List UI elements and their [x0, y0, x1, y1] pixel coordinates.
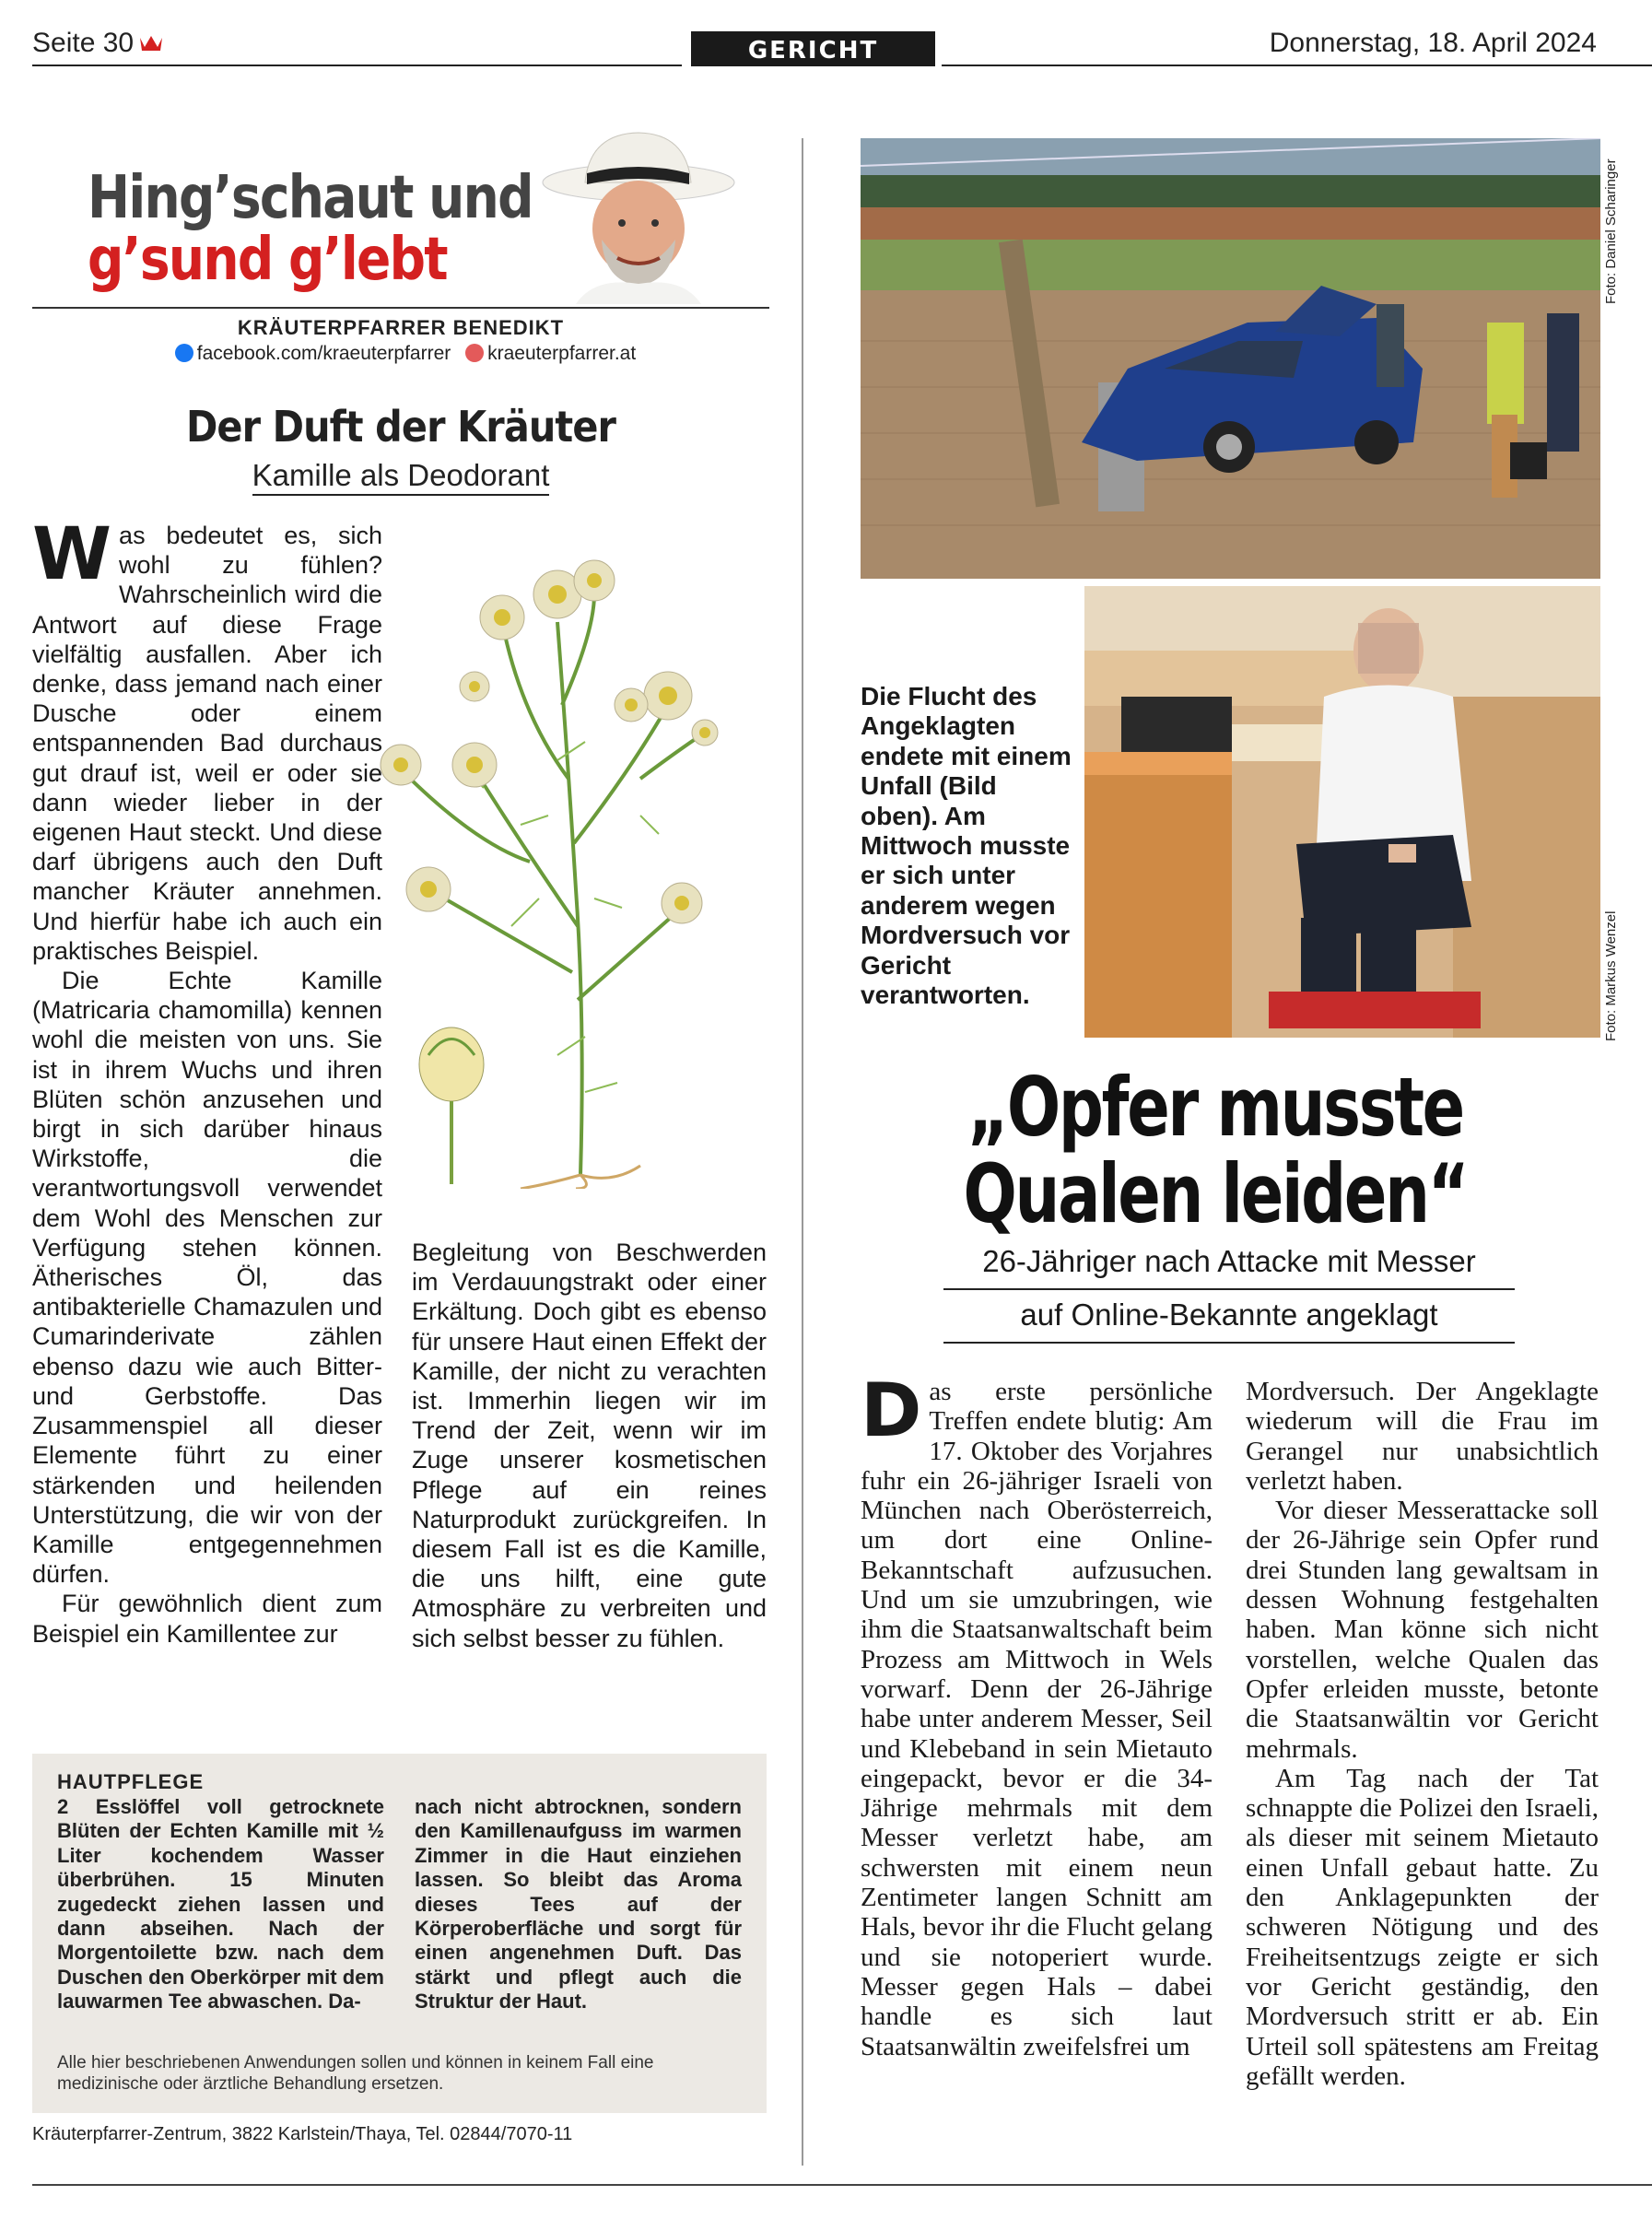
- disclaimer: Alle hier beschriebenen Anwendungen sollen und können in keinem Fall eine medizinische oder ärztliche Behandlung ersetzen.: [57, 2053, 654, 2094]
- courtroom-photo: [1084, 586, 1600, 1038]
- column-brand-line1: Hing’schaut und: [88, 164, 533, 232]
- subhead-rule-2: [943, 1342, 1515, 1344]
- website-link[interactable]: kraeuterpfarrer.at: [487, 343, 637, 364]
- drop-cap: D: [861, 1368, 922, 1453]
- header-rule-left: [32, 65, 682, 66]
- article-headline: „Opfer musste Qualen leiden“: [963, 1060, 1468, 1241]
- author-links: [32, 343, 769, 365]
- article-subhead-line1: 26-Jähriger nach Attacke mit Messer: [982, 1244, 1476, 1278]
- article-text-left: Das erste persönliche Treffen endete blutig: Am 17. Oktober des Vorjahres fuhr ein 26-jähriger Israeli von München nach Oberösterreich, um dort eine Online-Bekanntschaft aufzusuchen. Und um sie umzubringen, wie ihm die Staatsanwaltschaft beim Prozess am Mittwoch in Wels vorwarf. Denn der 26-Jährige habe unter anderem Messer, Seil und Klebeband in sein Mietauto eingepackt, bevor er die 34-Jährige mehrmals mit dem Messer verletzt habe, am schwersten mit einem neun Zentimeter langen Schnitt am Hals, bevor ihr die Flucht gelang und sie notoperiert wurde. Messer gegen Hals – dabei handle es sich laut Staatsanwältin zweifelsfrei um: [861, 1368, 1213, 2061]
- header-rule-right: [942, 65, 1652, 66]
- section-label: GERICHT: [691, 31, 935, 66]
- info-box-text-right: nach nicht abtrocknen, sondern den Kamillenaufguss im warmen Zimmer in die Haut einziehen lassen. So bleibt das Aroma dieses Tees auf der Körperoberfläche und sorgt für einen angenehmen Duft. Das stärkt und pflegt auch die Struktur der Haut.: [415, 1795, 742, 2014]
- drop-cap: W: [32, 513, 112, 596]
- article-subhead-line2: auf Online-Bekannte angeklagt: [1020, 1297, 1438, 1332]
- column-subtitle: Kamille als Deodorant: [32, 458, 769, 493]
- subhead-rule-1: [943, 1288, 1515, 1290]
- info-box-heading: HAUTPFLEGE: [57, 1770, 205, 1793]
- photo-credit-1: Foto: Daniel Scharinger: [1603, 158, 1619, 304]
- photo-caption: Die Flucht des Angeklagten endete mit einem Unfall (Bild oben). Am Mittwoch musste er sich unter anderem wegen Mordversuch vor Gericht verantworten.: [861, 682, 1072, 1010]
- web-icon: [465, 344, 484, 362]
- column-title: Der Duft der Kräuter: [185, 402, 616, 452]
- page-number: Seite 30: [32, 28, 163, 60]
- author-name: KRÄUTERPFARRER BENEDIKT: [237, 316, 565, 339]
- issue-date: Donnerstag, 18. April 2024: [1269, 28, 1597, 58]
- photo-credit-2: Foto: Markus Wenzel: [1603, 910, 1619, 1041]
- article-text-right: Mordversuch. Der Angeklagte wiederum will die Frau im Gerangel nur unabsichtlich verletzt haben. Vor dieser Messerattacke soll der 26-Jährige sein Opfer rund drei Stunden lang gewaltsam in dessen Wohnung festgehalten haben. Man könne sich nicht vorstellen, welche Qualen das Opfer erleiden musste, betonte die Staatsanwältin vor Gericht mehrmals. Am Tag nach der Tat schnappte die Polizei den Israeli, als dieser mit seinem Mietauto einen Unfall gebaut hatte. Zu den Anklagepunkten der schweren Nötigung und des Freiheitsentzugs zeigte er sich vor Gericht geständig, den Mordversuch stritt er ab. Ein Urteil soll spätestens am Freitag gefällt werden.: [1246, 1377, 1599, 2091]
- column-text-left: Was bedeutet es, sich wohl zu fühlen? Wahrscheinlich wird die Antwort auf diese Frage vielfältig ausfallen. Aber ich denke, dass jemand nach einer Dusche oder einem entspannenden Bad durchaus gut drauf ist, weil er oder sie dann wieder lieber in der eigenen Haut steckt. Und diese darf übrigens auch den Duft mancher Kräuter annehmen. Und hierfür habe ich auch ein praktisches Beispiel. Die Echte Kamille (Matricaria chamomilla) kennen wohl die meisten von uns. Sie ist in ihrem Wuchs und ihren Blüten schön anzusehen und birgt in sich darüber hinaus Wirkstoffe, die verantwortungsvoll verwendet dem Wohl des Menschen zur Verfügung stehen können. Ätherisches Öl, das antibakterielle Chamazulen und Cumarinderivate zählen ebenso dazu wie auch Bitter- und Gerbstoffe. Das Zusammenspiel all dieser Elemente führt zu einer stärkenden und heilenden Unterstützung, die wir von der Kamille entgegennehmen dürfen. Für gewöhnlich dient zum Beispiel ein Kamillentee zur: [32, 513, 382, 1648]
- address: Kräuterpfarrer-Zentrum, 3822 Karlstein/Thaya, Tel. 02844/7070-11: [32, 2124, 573, 2144]
- facebook-icon: [175, 344, 193, 362]
- brand-rule: [32, 307, 769, 309]
- author-portrait: [539, 129, 737, 304]
- crown-icon: [139, 29, 163, 60]
- chamomile-illustration: [364, 539, 719, 1189]
- accident-photo: [861, 138, 1600, 579]
- column-divider: [802, 138, 803, 2166]
- column-brand-line2: g’sund g’lebt: [88, 226, 447, 294]
- facebook-link[interactable]: facebook.com/kraeuterpfarrer: [196, 343, 451, 364]
- footer-rule: [32, 2184, 1652, 2186]
- info-box-text-left: 2 Esslöffel voll getrocknete Blüten der Echten Kamille mit ½ Liter kochendem Wasser überbrühen. 15 Minuten zugedeckt ziehen lassen und dann abseihen. Nach der Morgentoilette bzw. nach dem Duschen den Oberkörper mit dem lauwarmen Tee abwaschen. Da-: [57, 1795, 384, 2014]
- column-text-right: Begleitung von Beschwerden im Verdauungstrakt oder einer Erkältung. Doch gibt es ebenso für unsere Haut einen Effekt der Kamille, der nicht zu verachten ist. Immerhin liegen wir im Trend der Zeit, wenn wir im Zuge unserer kosmetischen Pflege auf ein reines Naturprodukt zurückgreifen. In diesem Fall ist es die Kamille, die uns hilft, eine gute Atmosphäre zu verbreiten und sich selbst besser zu fühlen.: [412, 1239, 767, 1652]
